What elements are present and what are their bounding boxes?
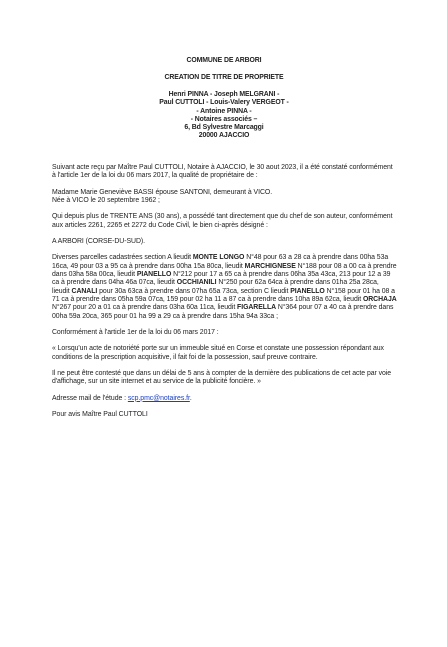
lieudit-name: PIANELLO bbox=[290, 287, 325, 295]
email-label: Adresse mail de l'étude : bbox=[52, 394, 128, 402]
parcels-text: N°48 pour 63 a 28 ca à prendre dans 00ha 53a 16ca, 49 pour 03 a 95 ca à prendre dans 00ha 15a 80ca, lieudit bbox=[52, 254, 389, 270]
parcels-text: N°267 pour 20 a 01 ca à prendre dans 03ha 60a 11ca, lieudit bbox=[52, 304, 238, 312]
lieudit-name: OCCHIANILI bbox=[176, 279, 217, 287]
commune-title: COMMUNE DE ARBORI bbox=[186, 57, 262, 64]
notaries-line-3: - Antoine PINNA - bbox=[196, 107, 252, 115]
email-link[interactable]: scp.pmc@notaires.fr bbox=[127, 394, 190, 402]
address-city: 20000 AJACCIO bbox=[198, 132, 250, 140]
notaries-block bbox=[0, 91, 448, 141]
parcels-text: N°158 pour 01 ha 08 a 71 ca à prendre dans 05ha 59a 07ca, 159 pour 02 ha 11 a 87 ca à prendre dans 10ha 89a 62ca, lieudit bbox=[52, 287, 395, 303]
intro-paragraph: Suivant acte reçu par Maître Paul CUTTOLI, Notaire à AJACCIO, le 30 aout 2023, il a été constaté conformément à l'article 1er de la loi du 06 mars 2017, la qualité de propriétaire de : bbox=[52, 164, 393, 180]
notaries-line-2: Paul CUTTOLI - Louis-Valery VERGEOT - bbox=[159, 99, 289, 107]
notaires-associes: - Notaires associés – bbox=[190, 115, 258, 123]
lieudit-name: ORCHAJA bbox=[362, 295, 397, 303]
parcels-text: N°212 pour 17 a 65 ca à prendre dans 06ha 35a 43ca, 213 pour 12 a 39 ca à prendre dans 04ha 46a 07ca, lieudit bbox=[52, 271, 391, 287]
parcels-text: Diverses parcelles cadastrées section A lieudit bbox=[52, 254, 193, 262]
notice-title: CREATION DE TITRE DE PROPRIETE bbox=[164, 74, 284, 81]
email-paragraph bbox=[52, 395, 397, 403]
quote-paragraph: « Lorsqu'un acte de notoriété porte sur un immeuble situé en Corse et constate une possession répondant aux conditions de la prescription acquisitive, il fait foi de la possession, sauf preuve contraire. bbox=[52, 345, 384, 361]
parcels-text: N°250 pour 62a 64ca à prendre dans 01ha 25a 28ca, lieudit bbox=[52, 279, 379, 295]
email-suffix: . bbox=[189, 394, 192, 402]
notice-title-block bbox=[0, 74, 448, 82]
signoff-paragraph: Pour avis Maître Paul CUTTOLI bbox=[52, 411, 148, 419]
lieudit-name: MARCHIGNESE bbox=[244, 262, 296, 270]
notaries-line-1: Henri PINNA - Joseph MELGRANI - bbox=[168, 91, 280, 98]
lieudit-name: PIANELLO bbox=[136, 271, 172, 279]
parcels-text: pour 30a 63ca à prendre dans 07ha 65a 73ca, section C lieudit bbox=[97, 287, 291, 295]
birth-line: Née à VICO le 20 septembre 1962 ; bbox=[52, 196, 160, 204]
notice-body bbox=[52, 164, 397, 427]
possession-paragraph: Qui depuis plus de TRENTE ANS (30 ans), a possédé tant directement que du chef de son auteur, conformément aux articles 2261, 2265 et 2272 du Code Civil, le bien ci-après désigné : bbox=[52, 213, 393, 229]
conformement-paragraph: Conformément à l'article 1er de la loi du 06 mars 2017 : bbox=[52, 328, 219, 336]
owner-line: Madame Marie Geneviève BASSI épouse SANTONI, demeurant à VICO. bbox=[52, 188, 273, 196]
owner-paragraph bbox=[52, 189, 397, 206]
parcels-text: N°364 pour 07 a 40 ca à prendre dans 00ha 59a 20ca, 365 pour 01 ha 99 a 29 ca à prendre dans 15ha 94a 33ca ; bbox=[52, 304, 394, 320]
lieudit-name: MONTE LONGO bbox=[192, 254, 245, 262]
lieudit-name: CANALI bbox=[71, 287, 98, 295]
parcels-text: N°188 pour 08 a 00 ca à prendre dans 03ha 58a 00ca, lieudit bbox=[52, 262, 397, 279]
location-paragraph: A ARBORI (CORSE-DU-SUD). bbox=[52, 238, 145, 246]
address-street: 6, Bd Sylvestre Marcaggi bbox=[184, 124, 264, 132]
lieudit-name: FIGARELLA bbox=[237, 304, 277, 312]
document-header bbox=[0, 57, 448, 65]
parcels-paragraph bbox=[52, 254, 397, 320]
contest-paragraph: Il ne peut être contesté que dans un délai de 5 ans à compter de la dernière des publications de cet acte par voie d'affichage, sur un site internet et au service de la publicité foncière. » bbox=[52, 370, 392, 386]
